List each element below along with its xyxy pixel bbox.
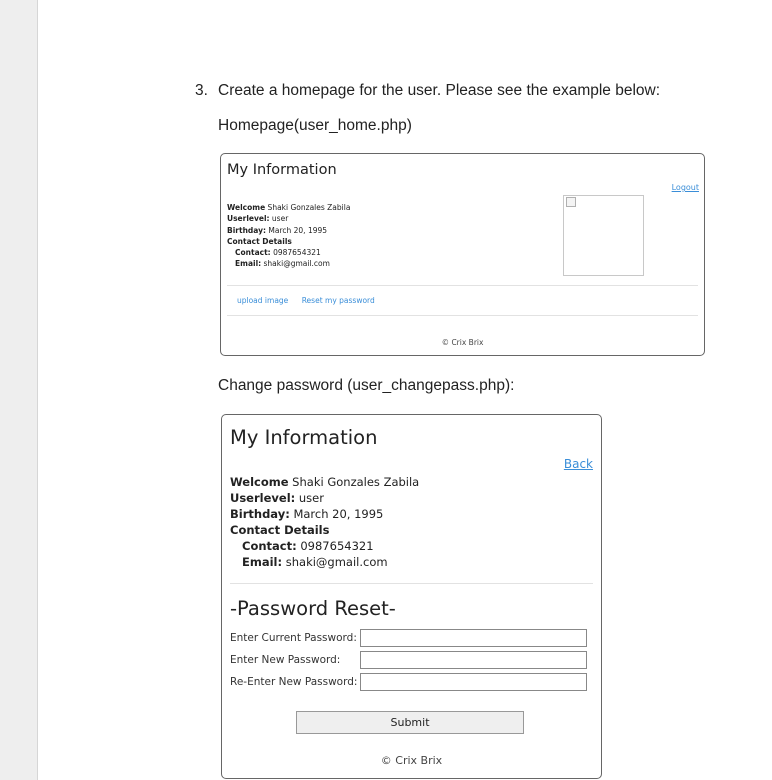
homepage-caption: Homepage(user_home.php) (218, 117, 412, 134)
new-password-row (230, 654, 360, 666)
user-info (227, 202, 350, 270)
current-password-label: Enter Current Password: (230, 632, 357, 644)
back-link[interactable]: Back (563, 457, 593, 471)
contact-details-heading: Contact Details (230, 523, 330, 537)
reset-password-link[interactable]: Reset my password (301, 296, 375, 305)
step-text: Create a homepage for the user. Please see the example below: (218, 82, 661, 99)
instruction-step (195, 82, 660, 100)
contact-line: Contact: 0987654321 (242, 539, 374, 553)
current-password-input[interactable] (360, 629, 587, 647)
user-info (230, 474, 419, 570)
contact-details-heading: Contact Details (227, 236, 292, 246)
contact-line: Contact: 0987654321 (235, 248, 321, 258)
action-links (237, 296, 386, 305)
userlevel-line: Userlevel: user (230, 491, 324, 505)
birthday-line: Birthday: March 20, 1995 (230, 507, 384, 521)
footer-copyright: © Crix Brix (441, 338, 484, 347)
footer-copyright: © Crix Brix (380, 754, 443, 767)
userlevel-line: Userlevel: user (227, 214, 289, 224)
logout-link[interactable]: Logout (671, 183, 699, 192)
new-password-label: Enter New Password: (230, 654, 341, 666)
password-reset-heading: -Password Reset- (230, 597, 396, 620)
reenter-password-row (230, 676, 360, 688)
welcome-line: Welcome Shaki Gonzales Zabila (227, 203, 351, 212)
new-password-input[interactable] (360, 651, 587, 669)
upload-image-link[interactable]: upload image (237, 296, 289, 305)
reenter-password-label: Re-Enter New Password: (230, 676, 358, 688)
page-title: My Information (230, 426, 378, 449)
homepage-example-frame (220, 153, 705, 356)
change-password-example-frame (221, 414, 602, 779)
email-line: Email: shaki@gmail.com (235, 259, 330, 269)
birthday-line: Birthday: March 20, 1995 (227, 225, 328, 235)
current-password-row (230, 632, 360, 644)
change-password-caption: Change password (user_changepass.php): (218, 377, 515, 394)
document-left-margin (0, 0, 38, 780)
divider (227, 285, 698, 286)
broken-image-icon (566, 197, 576, 207)
welcome-line: Welcome Shaki Gonzales Zabila (230, 475, 420, 489)
email-line: Email: shaki@gmail.com (242, 555, 388, 569)
step-number: 3. (195, 82, 208, 99)
divider (230, 583, 593, 584)
page-title: My Information (227, 162, 337, 178)
divider (227, 315, 698, 316)
reenter-password-input[interactable] (360, 673, 587, 691)
profile-image-placeholder (563, 195, 644, 276)
submit-button[interactable]: Submit (296, 711, 524, 734)
